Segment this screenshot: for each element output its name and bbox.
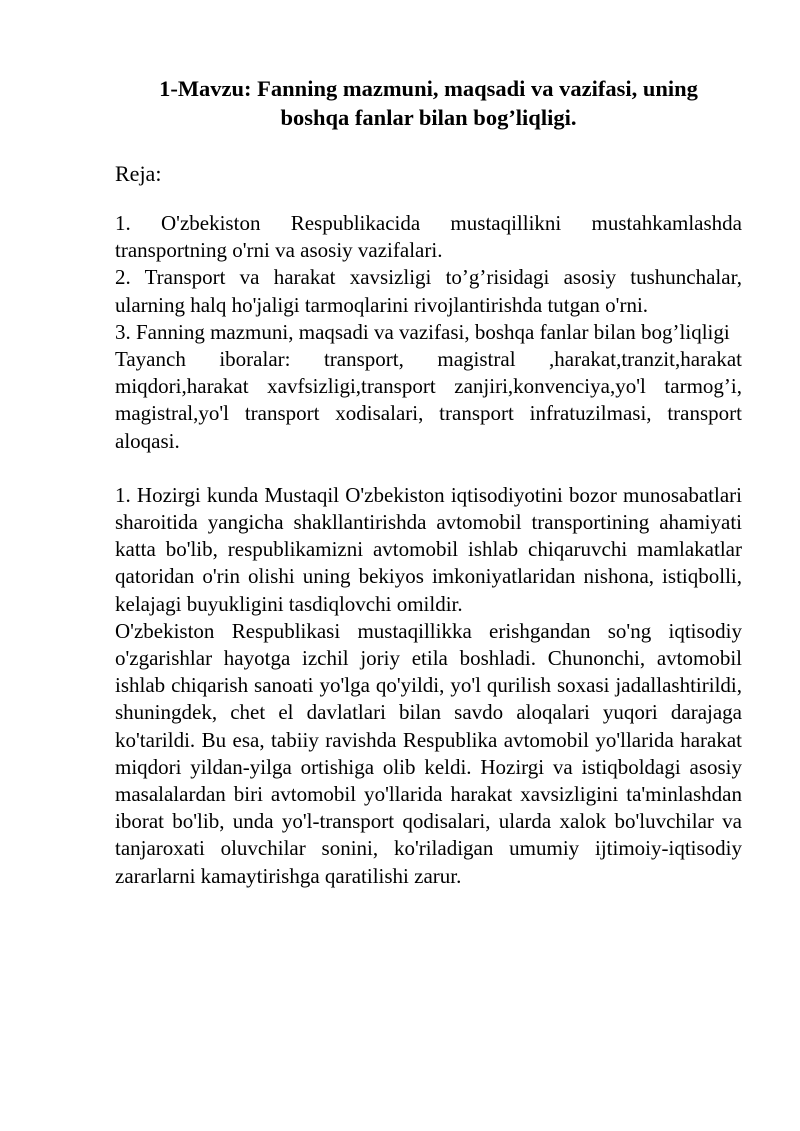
body-paragraph-1: 1. Hozirgi kunda Mustaqil O'zbekiston iqtisodiyotini bozor munosabatlari sharoitida yangicha shakllantirishda avtomobil transportining ahamiyati katta bo'lib, respublikamizni avtomobil ishlab chiqaruvchi mamlakatlar qatoridan o'rin olishi uning bekiyos imkoniyatlaridan nishona, istiqbolli, kelajagi buyukligini tasdiqlovchi omildir. <box>115 482 742 616</box>
plan-item-1: 1. O'zbekiston Respublikacida mustaqillikni mustahkamlashda transportning o'rni va asosiy vazifalari. <box>115 211 742 263</box>
plan-list <box>115 210 742 346</box>
title-line-1: 1-Mavzu: Fanning mazmuni, maqsadi va vazifasi, uning <box>159 76 698 101</box>
keywords-paragraph: Tayanch iboralar: transport, magistral ,harakat,tranzit,harakat miqdori,harakat xavfsizligi,transport zanjiri,konvenciya,yo'l tarmog’i, magistral,yo'l transport xodisalari, transport infratuzilmasi, transport aloqasi. <box>115 347 742 453</box>
plan-item-2: 2. Transport va harakat xavsizligi to’g’risidagi asosiy tushunchalar, ularning halq ho'jaligi tarmoqlarini rivojlantirishda tutgan o'rni. <box>115 265 742 317</box>
document-page <box>115 74 742 890</box>
title-line-2: boshqa fanlar bilan bog’liqligi. <box>280 105 577 130</box>
document-title <box>115 74 742 132</box>
paragraph-gap <box>115 455 742 482</box>
plan-item-3: 3. Fanning mazmuni, maqsadi va vazifasi, boshqa fanlar bilan bog’liqligi <box>115 319 730 344</box>
body-paragraph-2: O'zbekiston Respublikasi mustaqillikka erishgandan so'ng iqtisodiy o'zgarishlar hayotga izchil joriy etila boshladi. Chunonchi, avtomobil ishlab chiqarish sanoati yo'lga qo'yildi, yo'l qurilish soxasi jadallashtirildi, shuningdek, chet el davlatlari bilan savdo aloqalari yuqori darajaga ko'tarildi. Bu esa, tabiiy ravishda Respublika avtomobil yo'llarida harakat miqdori yildan-yilga ortishiga olib keldi. Hozirgi va istiqboldagi asosiy masalalardan biri avtomobil yo'llarida harakat xavsizligini ta'minlashdan iborat bo'lib, unda yo'l-transport qodisalari, ularda xalok bo'luvchilar va tanjaroxati oluvchilar sonini, ko'riladigan umumiy ijtimoiy-iqtisodiy zararlarni kamaytirishga qaratilishi zarur. <box>115 618 742 888</box>
plan-label: Reja: <box>115 161 162 186</box>
